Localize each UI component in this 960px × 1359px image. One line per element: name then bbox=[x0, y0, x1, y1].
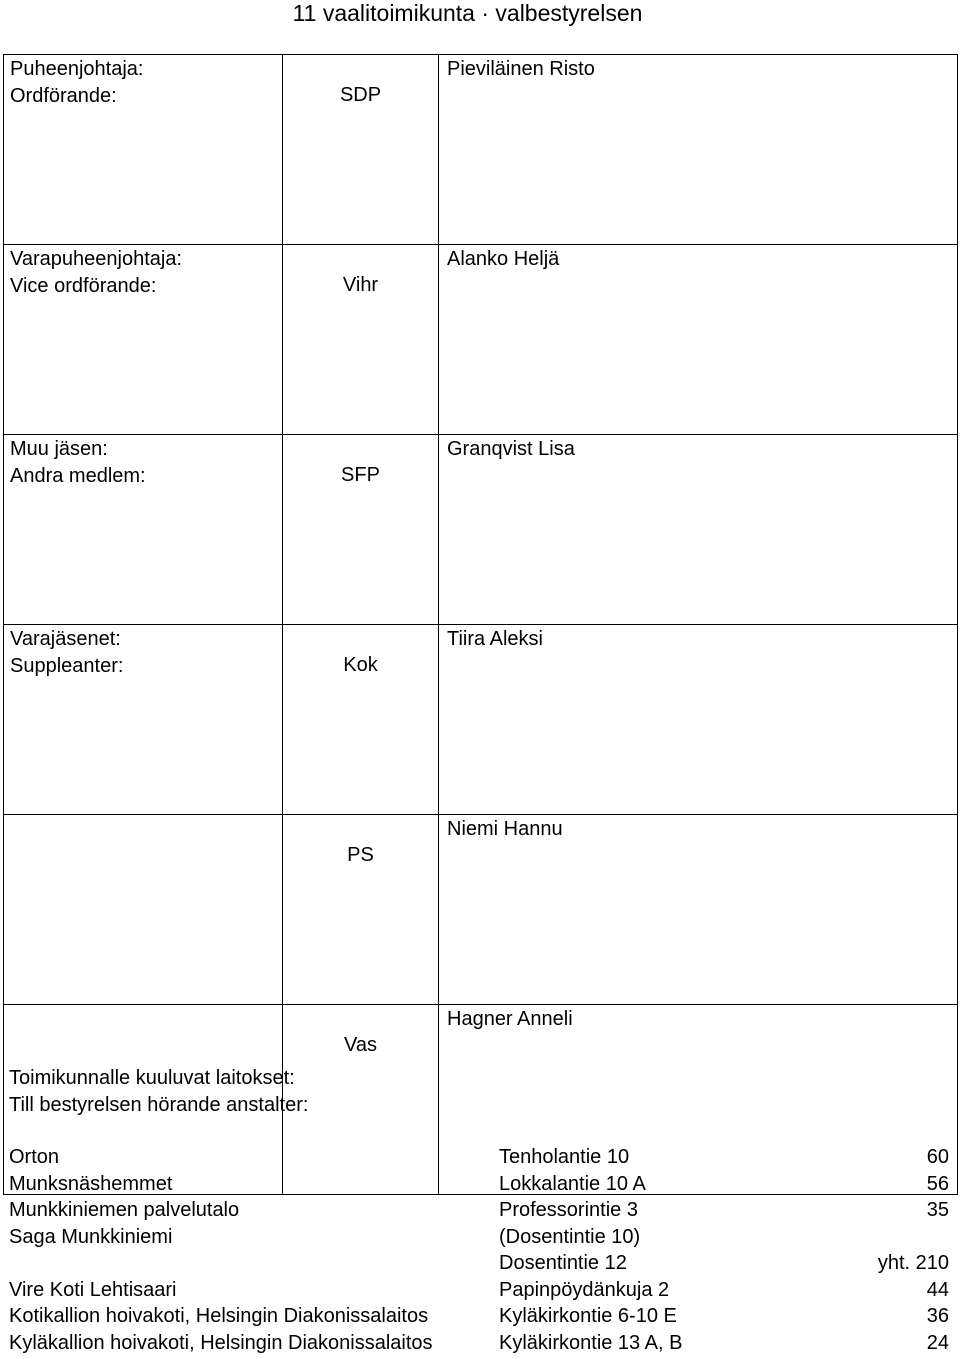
institution-address: Papinpöydänkuja 2 bbox=[499, 1278, 670, 1301]
institution-name: Kotikallion hoivakoti, Helsingin Diakonissalaitos bbox=[9, 1305, 429, 1327]
members-table bbox=[3, 54, 958, 1195]
institutions-heading-sv: Till bestyrelsen hörande anstalter: bbox=[9, 1094, 309, 1116]
role-sv: Suppleanter: bbox=[10, 655, 124, 677]
institution-address: Lokkalantie 10 A bbox=[499, 1172, 646, 1195]
party-cell: SDP bbox=[283, 55, 439, 245]
list-item bbox=[9, 1303, 949, 1330]
institution-address: Kyläkirkontie 6-10 E bbox=[499, 1305, 677, 1327]
table-row bbox=[4, 435, 958, 625]
institution-count: 44 bbox=[926, 1278, 949, 1301]
role-cell bbox=[4, 55, 283, 245]
role-cell bbox=[4, 245, 283, 435]
name-cell: Granqvist Lisa bbox=[439, 435, 958, 625]
list-item bbox=[9, 1330, 949, 1357]
institutions-list bbox=[9, 1144, 949, 1356]
table-row bbox=[4, 815, 958, 1005]
role-sv: Andra medlem: bbox=[10, 465, 146, 487]
table-row bbox=[4, 55, 958, 245]
list-item bbox=[9, 1250, 949, 1277]
party-cell: Vihr bbox=[283, 245, 439, 435]
list-item bbox=[9, 1197, 949, 1224]
list-item bbox=[9, 1224, 949, 1251]
institutions-heading-fi: Toimikunnalle kuuluvat laitokset: bbox=[9, 1067, 295, 1089]
name-cell: Tiira Aleksi bbox=[439, 625, 958, 815]
institution-name: Vire Koti Lehtisaari bbox=[9, 1278, 177, 1301]
institution-name: Orton bbox=[9, 1146, 60, 1168]
institution-address: Tenholantie 10 bbox=[499, 1146, 630, 1168]
role-fi: Puheenjohtaja: bbox=[10, 58, 144, 80]
party-cell: Vas bbox=[283, 1005, 439, 1195]
institution-count: 36 bbox=[926, 1305, 949, 1327]
role-fi: Varajäsenet: bbox=[10, 628, 121, 650]
role-cell bbox=[4, 435, 283, 625]
table-row bbox=[4, 625, 958, 815]
name-cell: Pieviläinen Risto bbox=[439, 55, 958, 245]
party-cell: PS bbox=[283, 815, 439, 1005]
institution-address: (Dosentintie 10) bbox=[499, 1225, 641, 1248]
institution-address: Professorintie 3 bbox=[499, 1199, 638, 1221]
name-cell: Alanko Heljä bbox=[439, 245, 958, 435]
party-cell: Kok bbox=[283, 625, 439, 815]
list-item bbox=[9, 1277, 949, 1304]
table-row bbox=[4, 245, 958, 435]
institution-name: Kyläkallion hoivakoti, Helsingin Diakonissalaitos bbox=[9, 1331, 433, 1354]
role-cell bbox=[4, 625, 283, 815]
institution-name: Munksnäshemmet bbox=[9, 1172, 173, 1195]
institution-count: 24 bbox=[926, 1331, 949, 1354]
role-sv: Ordförande: bbox=[10, 85, 117, 107]
institution-count: 60 bbox=[926, 1146, 949, 1168]
institution-count: 56 bbox=[926, 1172, 949, 1195]
institution-count: yht. 210 bbox=[877, 1252, 949, 1274]
page-title: 11 vaalitoimikunta · valbestyrelsen bbox=[292, 0, 643, 26]
name-cell: Hagner Anneli bbox=[439, 1005, 958, 1195]
institution-address: Kyläkirkontie 13 A, B bbox=[499, 1331, 683, 1354]
institution-address: Dosentintie 12 bbox=[499, 1252, 627, 1274]
institution-name: Saga Munkkiniemi bbox=[9, 1225, 173, 1248]
list-item bbox=[9, 1144, 949, 1171]
name-cell: Niemi Hannu bbox=[439, 815, 958, 1005]
role-sv: Vice ordförande: bbox=[10, 275, 157, 297]
party-cell: SFP bbox=[283, 435, 439, 625]
list-item bbox=[9, 1171, 949, 1198]
role-cell bbox=[4, 815, 283, 1005]
institutions-heading bbox=[9, 1065, 308, 1119]
role-fi: Muu jäsen: bbox=[10, 438, 108, 460]
institution-count: 35 bbox=[926, 1199, 949, 1221]
institution-name: Munkkiniemen palvelutalo bbox=[9, 1199, 240, 1221]
role-fi: Varapuheenjohtaja: bbox=[10, 248, 182, 270]
